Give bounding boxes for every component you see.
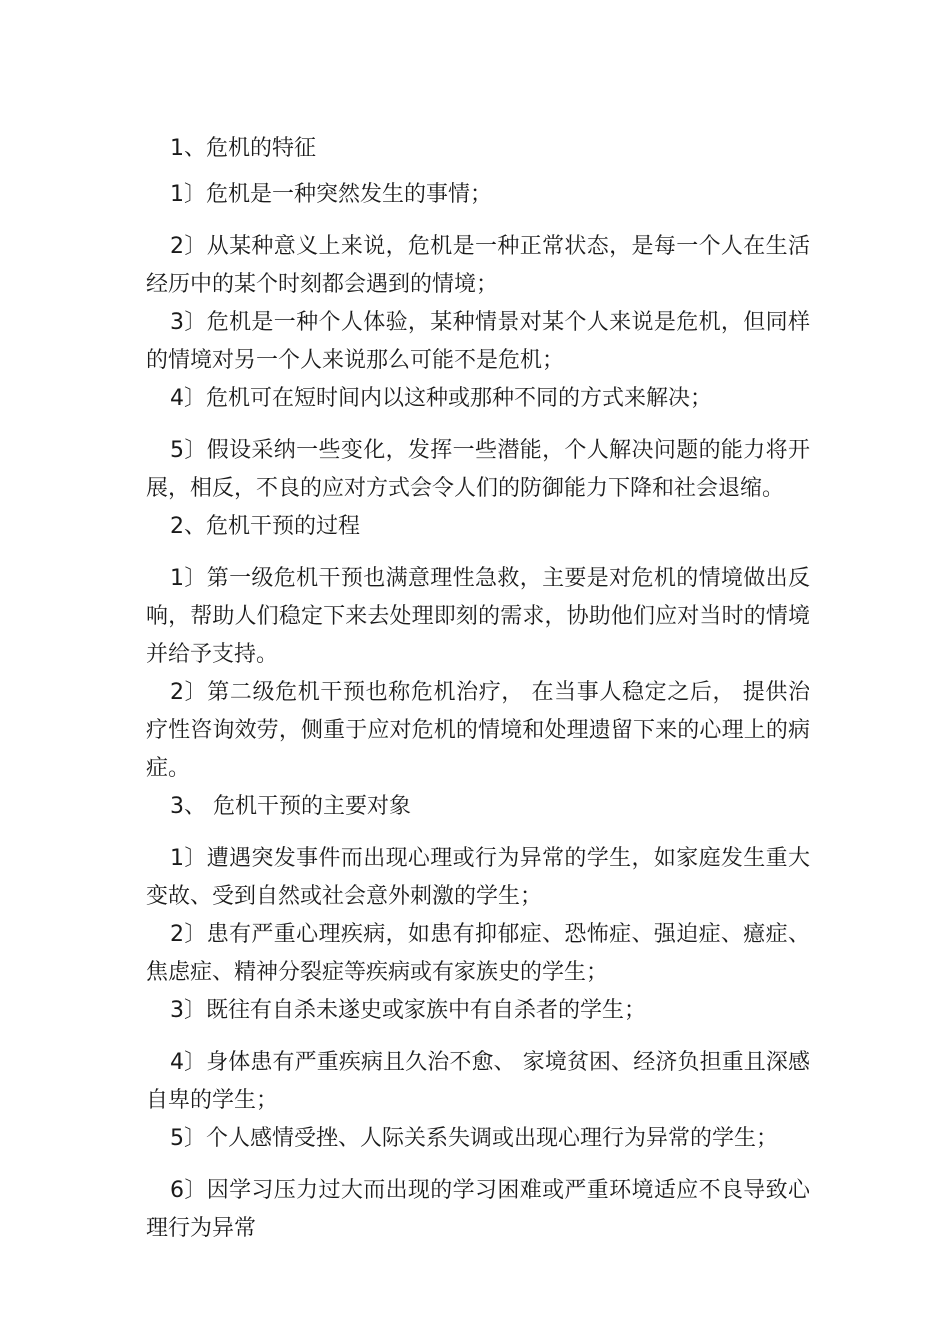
list-item: 2〕患有严重心理疾病，如患有抑郁症、恐怖症、强迫症、癔症、焦虑症、精神分裂症等疾病或有家族史的学生； — [146, 922, 810, 985]
list-item: 2〕第二级危机干预也称危机治疗， 在当事人稳定之后， 提供治疗性咨询效劳，侧重于应对危机的情境和处理遗留下来的心理上的病症。 — [146, 680, 810, 781]
document-body — [146, 130, 810, 1248]
list-item: 2〕从某种意义上来说，危机是一种正常状态，是每一个人在生活经历中的某个时刻都会遇到的情境； — [146, 234, 810, 297]
list-item: 5〕个人感情受挫、人际关系失调或出现心理行为异常的学生； — [170, 1126, 778, 1151]
list-item: 3〕既往有自杀未遂史或家族中有自杀者的学生； — [170, 998, 646, 1023]
section-heading-intervention-targets: 3、 危机干预的主要对象 — [170, 794, 411, 819]
section-heading-crisis-features: 1、危机的特征 — [170, 136, 316, 161]
list-item: 3〕危机是一种个人体验，某种情景对某个人来说是危机，但同样的情境对另一个人来说那么可能不是危机； — [146, 310, 810, 373]
list-item: 1〕危机是一种突然发生的事情； — [170, 182, 492, 207]
list-item: 5〕假设采纳一些变化，发挥一些潜能，个人解决问题的能力将开展，相反，不良的应对方式会令人们的防御能力下降和社会退缩。 — [146, 438, 810, 501]
section-heading-intervention-process: 2、危机干预的过程 — [170, 514, 360, 539]
list-item: 6〕因学习压力过大而出现的学习困难或严重环境适应不良导致心理行为异常 — [146, 1178, 810, 1241]
list-item: 1〕第一级危机干预也满意理性急救，主要是对危机的情境做出反响，帮助人们稳定下来去处理即刻的需求，协助他们应对当时的情境并给予支持。 — [146, 566, 810, 667]
list-item: 4〕身体患有严重疾病且久治不愈、 家境贫困、经济负担重且深感自卑的学生； — [146, 1050, 810, 1113]
list-item: 4〕危机可在短时间内以这种或那种不同的方式来解决； — [170, 386, 712, 411]
list-item: 1〕遭遇突发事件而出现心理或行为异常的学生，如家庭发生重大变故、受到自然或社会意外刺激的学生； — [146, 846, 810, 909]
